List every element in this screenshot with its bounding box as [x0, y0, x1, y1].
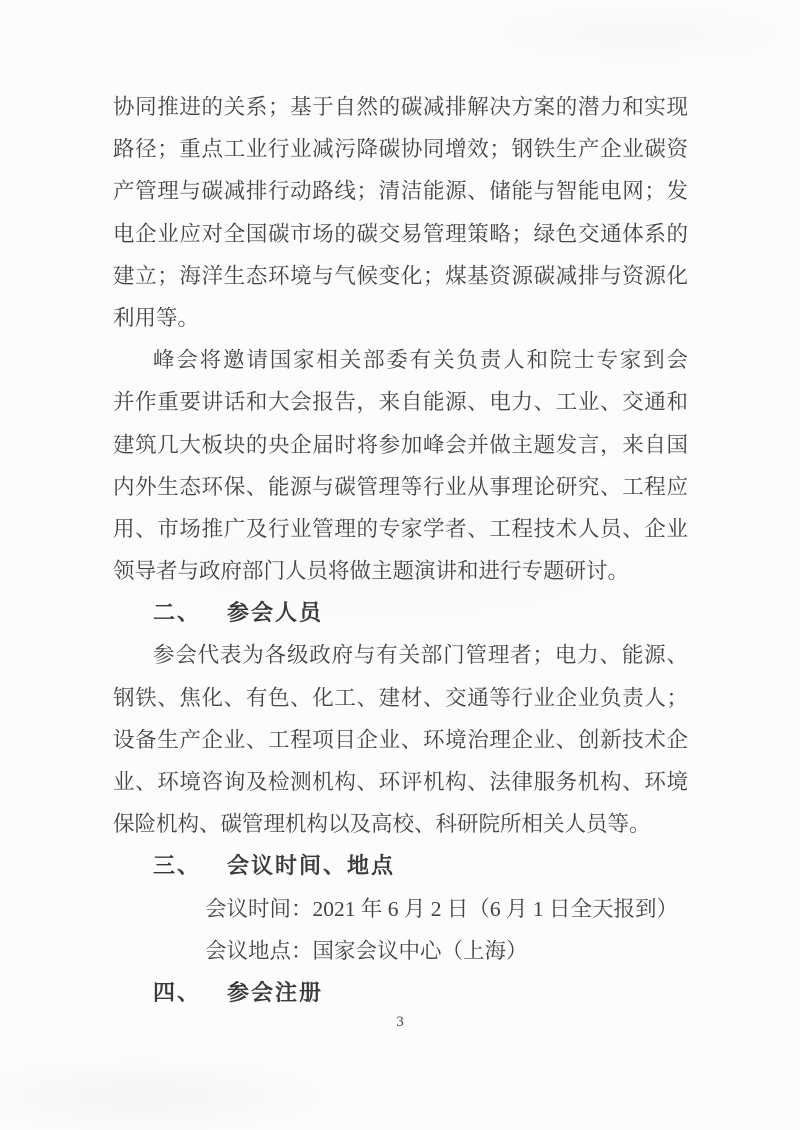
body-text-line: 参会代表为各级政府与有关部门管理者；电力、能源、 — [153, 643, 688, 668]
document-body — [113, 86, 688, 1014]
section-number: 二、 — [153, 600, 202, 626]
body-text-line: 建立；海洋生态环境与气候变化；煤基资源碳减排与资源化 — [113, 263, 688, 288]
body-text-line: 利用等。 — [113, 305, 200, 330]
body-text-line: 用、市场推广及行业管理的专家学者、工程技术人员、企业 — [113, 516, 688, 541]
body-text-line: 钢铁、焦化、有色、化工、建材、交通等行业企业负责人； — [113, 685, 688, 710]
section-number: 四、 — [153, 979, 202, 1005]
section-heading-registration — [113, 972, 688, 1014]
body-text-line: 内外生态环保、能源与碳管理等行业从事理论研究、工程应 — [113, 474, 688, 499]
section-heading-time-location — [113, 845, 688, 887]
body-text-line: 保险机构、碳管理机构以及高校、科研院所相关人员等。 — [113, 812, 651, 837]
body-text-line: 业、环境咨询及检测机构、环评机构、法律服务机构、环境 — [113, 770, 688, 794]
body-text-line: 设备生产企业、工程项目企业、环境治理企业、创新技术企 — [113, 727, 688, 752]
section-title: 会议时间、地点 — [227, 853, 396, 879]
section-heading-attendees — [113, 592, 688, 634]
meeting-time-line: 会议时间：2021 年 6 月 2 日（6 月 1 日全天报到） — [205, 896, 679, 921]
section-title: 参会人员 — [227, 600, 324, 626]
body-text-line: 并作重要讲话和大会报告，来自能源、电力、工业、交通和 — [113, 390, 688, 415]
body-text-line: 领导者与政府部门人员将做主题演讲和进行专题研讨。 — [113, 559, 630, 584]
body-text-line: 路径；重点工业行业减污降碳协同增效；钢铁生产企业碳资 — [113, 137, 688, 162]
section-number: 三、 — [153, 853, 202, 879]
section-title: 参会注册 — [227, 979, 324, 1005]
page-number: 3 — [396, 1014, 404, 1030]
body-text-line: 产管理与碳减排行动路线；清洁能源、储能与智能电网；发 — [113, 179, 688, 204]
body-text-line: 建筑几大板块的央企届时将参加峰会并做主题发言，来自国 — [113, 432, 688, 457]
body-text-line: 电企业应对全国碳市场的碳交易管理策略；绿色交通体系的 — [113, 221, 688, 246]
body-text-line: 峰会将邀请国家相关部委有关负责人和院士专家到会 — [153, 348, 688, 373]
body-text-line: 协同推进的关系；基于自然的碳减排解决方案的潜力和实现 — [113, 95, 688, 119]
meeting-location-line: 会议地点：国家会议中心（上海） — [205, 938, 528, 963]
